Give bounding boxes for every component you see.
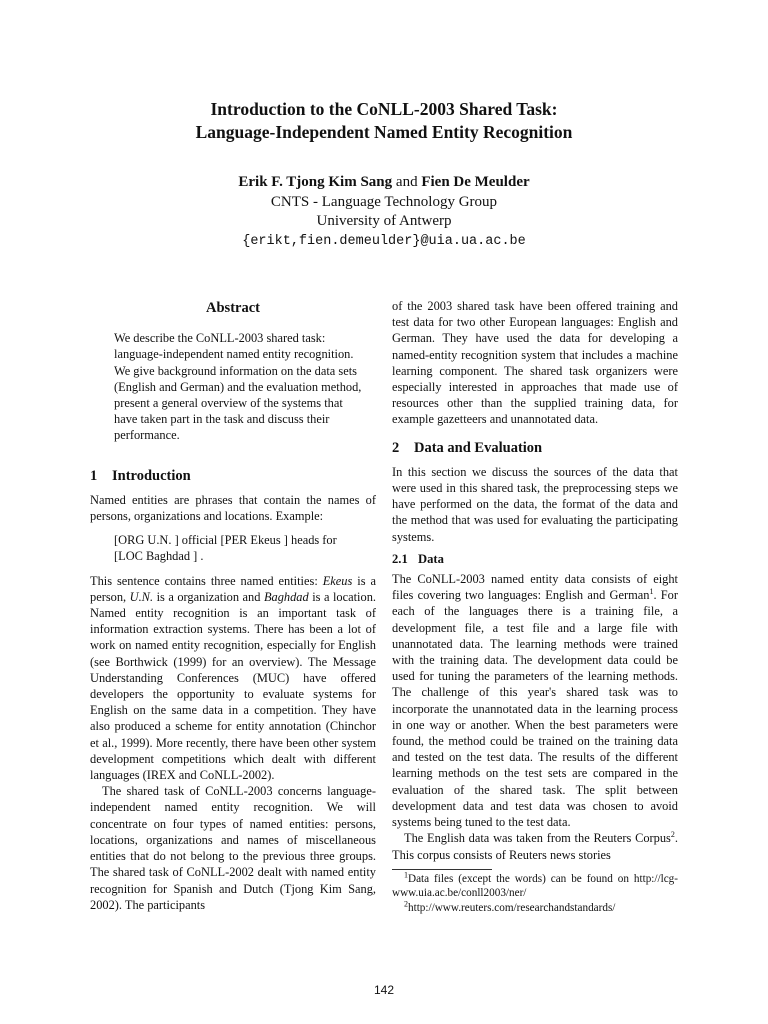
section-1-number: 1 xyxy=(90,467,98,484)
data-p1-part-a: The CoNLL-2003 named entity data consists of eight files covering two languages: English and German xyxy=(392,572,678,603)
author-block xyxy=(0,173,768,251)
data-p2-part-a: The English data was taken from the Reuters Corpus xyxy=(404,831,671,846)
data-paragraph-1 xyxy=(392,571,678,830)
affiliation-group: CNTS - Language Technology Group xyxy=(270,193,498,210)
right-paragraph-1: of the 2003 shared task have been offered training and test data for two other European languages: English and German. They have used the data for developing a named-entity recognition system that includes a machine learning component. The shared task organizers were especially interested in approaches that made use of resources other than the supplied training data, for example gazetteers and unannotated data. xyxy=(392,299,678,427)
example-block xyxy=(90,532,376,564)
left-column xyxy=(90,298,376,913)
section-2-paragraph-1: In this section we discuss the sources of the data that were used in this shared task, the preprocessing steps we have performed on the data, the format of the data and the method that was used for evaluating the participating systems. xyxy=(392,464,678,544)
footnotes-block xyxy=(392,869,678,915)
intro-paragraph-1: Named entities are phrases that contain the names of persons, organizations and locations. Example: xyxy=(90,492,376,524)
right-column xyxy=(392,298,678,915)
footnote-2 xyxy=(392,898,678,915)
author-email: {erikt,fien.demeulder}@uia.ua.ac.be xyxy=(242,233,526,249)
section-2-heading xyxy=(392,440,678,456)
author-1: Erik F. Tjong Kim Sang xyxy=(238,174,393,190)
abstract-heading: Abstract xyxy=(206,300,260,316)
section-1-heading xyxy=(90,468,376,484)
subsection-2-1-heading xyxy=(392,551,678,567)
subsection-2-1-number: 2.1 xyxy=(392,551,408,566)
paper-title xyxy=(0,98,768,144)
title-line-2: Language-Independent Named Entity Recognition xyxy=(195,122,573,142)
subsection-2-1-title: Data xyxy=(418,551,444,566)
data-p2-part-b: . This corpus consists of Reuters news stories xyxy=(392,831,678,862)
example-line-1: [ORG U.N. ] official [PER Ekeus ] heads for xyxy=(114,533,337,548)
footnote-1-label: 1 xyxy=(404,869,408,879)
footnote-1-marker: 1 xyxy=(649,587,654,597)
author-line xyxy=(0,173,768,193)
abstract-text: We describe the CoNLL-2003 shared task: language-independent named entity recognition. We give background information on the data sets (English and German) and the evaluation method, present a general overview of the systems that have taken part in the task and discuss their performance. xyxy=(114,331,362,443)
entity-un: U.N. xyxy=(129,589,154,604)
intro-paragraph-2 xyxy=(90,573,376,784)
title-line-1: Introduction to the CoNLL-2003 Shared Task: xyxy=(210,99,558,119)
section-2-number: 2 xyxy=(392,439,400,456)
section-2-title: Data and Evaluation xyxy=(414,439,543,456)
data-p1-part-b: . For each of the languages there is a training file, a development file, a test file and a large file with unannotated data. The learning methods were trained with the training data. The development data could be used for tuning the parameters of the learning methods. The challenge of this year's shared task was to incorporate the unannotated data in the learning process in one way or another. When the best parameters were found, the method could be trained on the training data and tested on the test data. The results of the different learning methods on the test sets are compared in the evaluation of the shared task. The split between development data and test data was chosen to avoid systems being tuned to the test data. xyxy=(392,588,678,830)
section-1-title: Introduction xyxy=(112,467,191,484)
affiliation-university: University of Antwerp xyxy=(316,213,452,229)
footnote-2-text: http://www.reuters.com/researchandstandards/ xyxy=(408,901,616,914)
intro-p2-part-d: is a location. Named entity recognition is an important task of information extraction systems. There has been a lot of work on named entity recognition, especially for English (see Borthwick (1999) for an overview). The Message Understanding Conferences (MUC) have offered developers the opportunity to evaluate systems for English on the same data in a competition. They have also produced a scheme for entity annotation (Chinchor et al., 1999). More recently, there have been other system development competitions which dealt with different languages (IREX and CoNLL-2002). xyxy=(90,589,376,783)
page-number: 142 xyxy=(373,983,395,997)
data-paragraph-2 xyxy=(392,830,678,862)
intro-paragraph-3: The shared task of CoNLL-2003 concerns language-independent named entity recognition. We will concentrate on four types of named entities: persons, locations, organizations and names of miscellaneous entities that do not belong to the previous three groups. The shared task of CoNLL-2002 dealt with named entity recognition for Spanish and Dutch (Tjong Kim Sang, 2002). The participants xyxy=(90,784,376,912)
author-2: Fien De Meulder xyxy=(421,174,530,190)
footnote-2-marker: 2 xyxy=(670,830,675,840)
example-line-2: [LOC Baghdad ] . xyxy=(114,549,204,564)
footnote-1-text: Data files (except the words) can be found on http://lcg-www.uia.ac.be/conll2003/ner/ xyxy=(392,872,678,900)
intro-p2-part-a: This sentence contains three named entities: xyxy=(90,573,323,588)
entity-ekeus: Ekeus xyxy=(322,573,353,588)
footnote-2-label: 2 xyxy=(404,898,408,908)
author-conjunction: and xyxy=(395,174,418,190)
intro-p2-part-c: is a organization and xyxy=(153,589,264,604)
entity-baghdad: Baghdad xyxy=(263,589,309,604)
intro-p2-part-b: is a person, xyxy=(90,573,376,604)
footnote-1 xyxy=(392,869,678,901)
